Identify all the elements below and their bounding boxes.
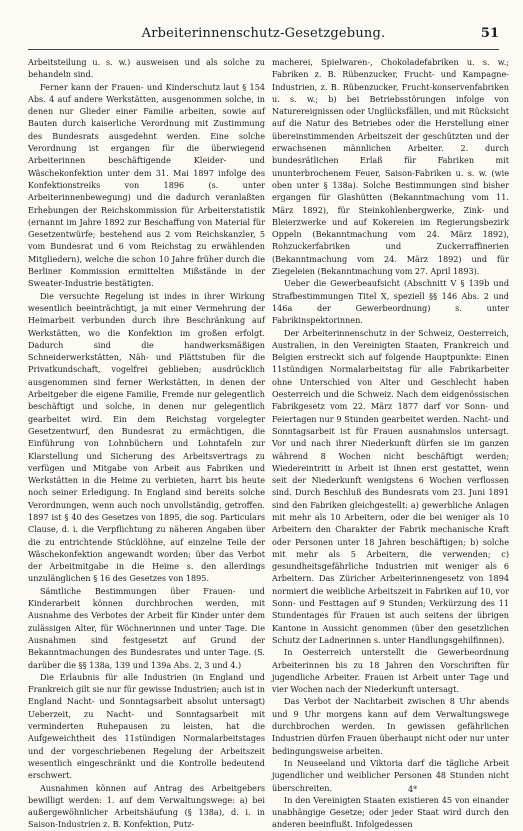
paragraph: In den Vereinigten Staaten existieren 45 von einander unabhängige Gesetze; oder jeder Staat wird durch den anderen beeinflußt. Infolgedessen — [272, 794, 509, 830]
paragraph: Das Verbot der Nachtarbeit zwischen 8 Uhr abends und 9 Uhr morgens kann auf dem Verwaltungswege durchbrochen werden. In gewissen gefährlichen Industrien dürfen Frauen überhaupt nicht oder nur unter bedingungsweise arbeiten. — [272, 696, 509, 756]
paragraph: Die versuchte Regelung ist indes in ihrer Wirkung wesentlich beeinträchtigt, ja mit einer Vermehrung der Heimarbeit verbunden durch ihre Beschränkung auf Werkstätten, wo die Konfektion im großen erfolgt. Dadurch sind die handwerksmäßigen Schneiderwerkstätten, Näh- und Plättstuben für die Privatkundschaft, vogelfrei geblieben; ausdrücklich ausgenommen sind ferner Werkstätten, in denen der Arbeitgeber die eigene Familie, Fremde nur gelegentlich beschäftigt und solche, in denen nur gelegentlich gearbeitet wird. Ein dem Reichstag vorgelegter Gesetzentwurf, den Bundesrat zu ermächtigen, die Einführung von Lohnbüchern und Lohntafeln zur Klarstellung und Sicherung des Arbeitsvertrags zu verfügen und Mitgabe von Arbeit aus Fabriken und Werkstätten in die Heime zu verbieten, harrt bis heute noch seiner Erledigung. In England sind bereits solche Verordnungen, wenn auch noch unvollständig, getroffen. 1897 ist § 40 des Gesetzes von 1895, die sog. Particulars Clause, d. i. die Verpflichtung zu näheren Angaben über die zu entrichtende Stücklöhne, auf einzelne Teile der Wäschekonfektion angewandt worden; über das Verbot der Arbeitmitgabe in die Heime s. den allerdings unzulänglichen § 16 des Gesetzes von 1895. — [28, 290, 265, 584]
page-number: 51 — [480, 26, 499, 41]
header-rule — [28, 49, 499, 50]
paragraph: Sämtliche Bestimmungen über Frauen- und Kinderarbeit können durchbrochen werden, mit Ausnahme des Verbotes der Arbeit für Kinder unter dem zulässigen Alter, für Wöchnerinnen und unter Tage. Die Ausnahmen sind festgesetzt auf Grund der Bekanntmachungen des Bundesrates und unter Tage. (S. darüber die §§ 138a, 139 und 139a Abs. 2, 3 und 4.) — [28, 585, 265, 670]
paragraph: Ueber die Gewerbeaufsicht (Abschnitt V § 139b und Strafbestimmungen Titel X, speziell §§ 146 Abs. 2 und 146a der Gewerbeordnung) s. unter Fabrikinspektorinnen. — [272, 278, 509, 326]
paragraph: In Oesterreich unterstellt die Gewerbeordnung Arbeiterinnen bis zu 18 Jahren den Vorschriften für jugendliche Arbeiter. Frauen ist Arbeit unter Tage und vier Wochen nach der Niederkunft untersagt. — [272, 647, 509, 695]
left-column — [28, 56, 265, 830]
paragraph: Die Erlaubnis für alle Industrien (in England und Frankreich gilt sie nur für gewisse Industrien; auch ist in England Nacht- und Sonntagsarbeit absolut untersagt) Ueberzeit, zu Nacht- und Sonntagsarbeit mit verminderten Ruhepausen zu leisten, hat die Aufgeweichtheit des 11stündigen Normalarbeitstages und der vorgeschriebenen Regelung der Arbeitszeit wesentlich eingeschränkt und die Kontrolle bedeutend erschwert. — [28, 671, 265, 781]
page-header — [28, 26, 499, 46]
paragraph: Ferner kann der Frauen- und Kinderschutz laut § 154 Abs. 4 auf andere Werkstätten, ausgenommen solche, in denen nur Glieder einer Familie arbeiten, sowie auf Bauten durch kaiserliche Verordnung mit Zustimmung des Bundesrats ausgedehnt werden. Eine solche Verordnung ist ergangen für die überwiegend Arbeiterinnen beschäftigende Kleider- und Wäschekonfektion unter dem 31. Mai 1897 infolge des Konfektionstreiks von 1896 (s. unter Arbeiterinnenbewegung) und die dadurch veranlaßten Erhebungen der Reichskommission für Arbeiterstatistik (ernannt im Jahre 1892 zur Beschaffung von Material für Gesetzentwürfe; bestehend aus 2 vom Reichskanzler, 5 vom Bundesrat und 6 vom Reichstag zu erwählenden Mitgliedern), welche die schon 10 Jahre früher durch die Berliner Kommission ermittelten Mißstände in der Sweater-Industrie bestätigten. — [28, 81, 265, 289]
right-column — [272, 56, 509, 830]
paragraph: Der Arbeiterinnenschutz in der Schweiz, Oesterreich, Australien, in den Vereinigten Staaten, Frankreich und Belgien erstreckt sich auf folgende Hauptpunkte: Einen 11stündigen Normalarbeitstag für alle Fabrikarbeiter ohne Unterschied von Alter und Geschlecht haben Oesterreich und die Schweiz. Nach dem eidgenössischen Fabrikgesetz vom 22. März 1877 darf vor Sonn- und Feiertagen nur 9 Stunden gearbeitet werden. Nacht- und Sonntagsarbeit ist für Frauen ausnahmslos untersagt. Vor und nach ihrer Niederkunft dürfen sie im ganzen während 8 Wochen nicht beschäftigt werden; Wiedereintritt in Arbeit ist ihnen erst gestattet, wenn seit der Niederkunft wenigstens 6 Wochen verflossen sind. Durch Beschluß des Bundesrats vom 23. Juni 1891 sind den Fabriken gleichgestellt: a) gewerbliche Anlagen mit mehr als 10 Arbeitern, oder die bei weniger als 10 Arbeitern den Charakter der Fabrik mechanische Kraft oder Personen unter 18 Jahren beschäftigen; b) solche mit mehr als 5 Arbeitern, die verwenden; c) gesundheitsgefährliche Industrien mit weniger als 6 Arbeitern. Das Züricher Arbeiterinnengesetz von 1894 normiert die weibliche Arbeitszeit in Fabriken auf 10, vor Sonn- und Festtagen auf 9 Stunden; Verkürzung des 11 Stundentages für Frauen ist auch seitens der übrigen Kantone in Aussicht genommen (über den gesetzlichen Schutz der Ladnerinnen s. unter Handlungsgehilfinnen). — [272, 327, 509, 645]
paragraph: Arbeitsteilung u. s. w.) ausweisen und als solche zu behandeln sind. — [28, 57, 265, 80]
running-title: Arbeiterinnenschutz-Gesetzgebung. — [141, 26, 386, 41]
paragraph: In Neuseeland und Viktoria darf die tägliche Arbeit jugendlicher und weiblicher Personen 48 Stunden nicht überschreiten. — [272, 757, 509, 793]
paragraph: macherei, Spielwaren-, Chokoladefabriken u. s. w.; Fabriken z. B. Rübenzucker, Frucht- und Kampagne-Industrien, z. B. Rübenzucker, Frucht-konservenfabriken u. s. w.; b) bei Betriebsstörungen infolge von Naturereignissen oder Unglücksfällen, und mit Rücksicht auf die Natur des Betriebes oder die Herstellung einer übereinstimmenden Arbeitszeit der geschützten und der erwachsenen männlichen Arbeiter. 2. durch bundesrätlichen Erlaß für Fabriken mit ununterbrochenem Feuer, Saison-Fabriken u. s. w. (wie oben unter § 138a). Solche Bestimmungen sind bisher ergangen für Glashütten (Bekanntmachung vom 11. März 1892), für Steinkohlenbergwerke, Zink- und Bleierzwerke und auf Kokereien im Regierungsbezirk Oppeln (Bekanntmachung vom 24. März 1892), Rohzuckerfabriken und Zuckerraffinerien (Bekanntmachung vom 24. März 1892) und für Ziegeleien (Bekanntmachung vom 27. April 1893). — [272, 57, 509, 277]
signature-mark: 4* — [408, 785, 418, 794]
paragraph: Ausnahmen können auf Antrag des Arbeitgebers bewilligt werden: 1. auf dem Verwaltungswege: a) bei außergewöhnlicher Arbeitshäufung (§ 138a), d. i. in Saison-Industrien z. B. Konfektion, Putz- — [28, 782, 265, 830]
